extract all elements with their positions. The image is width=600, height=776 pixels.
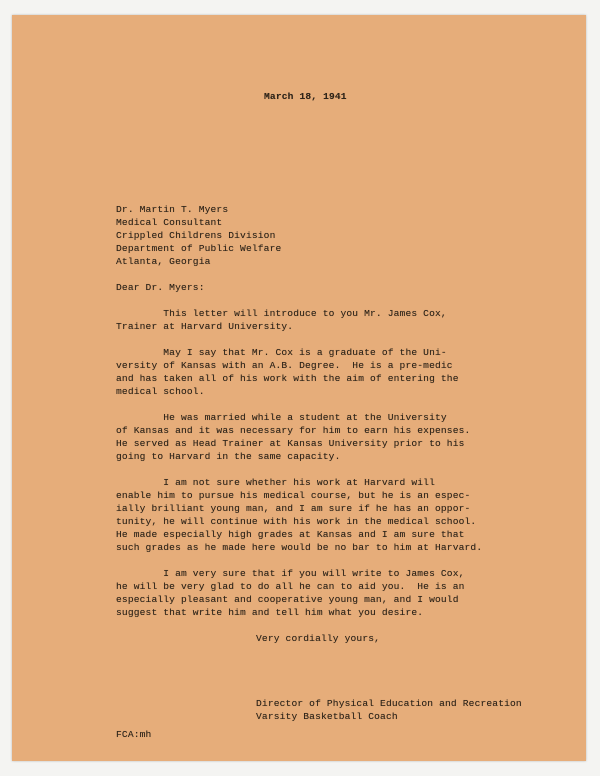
- paragraph-2-line: versity of Kansas with an A.B. Degree. He is a pre-medic: [116, 360, 453, 371]
- typist-initials: FCA:mh: [116, 729, 152, 740]
- paragraph-3-line: He was married while a student at the University: [116, 412, 447, 423]
- paragraph-2-line: medical school.: [116, 386, 205, 397]
- letter-date: March 18, 1941: [264, 91, 347, 102]
- signer-subtitle: Varsity Basketball Coach: [256, 711, 398, 722]
- paragraph-4-line: ially brilliant young man, and I am sure if he has an oppor-: [116, 503, 471, 514]
- recipient-city: Atlanta, Georgia: [116, 256, 211, 267]
- recipient-title: Medical Consultant: [116, 217, 223, 228]
- letter-page: [12, 15, 586, 761]
- paragraph-5-line: suggest that write him and tell him what you desire.: [116, 607, 424, 618]
- paragraph-3-line: going to Harvard in the same capacity.: [116, 451, 341, 462]
- recipient-department: Department of Public Welfare: [116, 243, 282, 254]
- paragraph-1-line: This letter will introduce to you Mr. James Cox,: [116, 308, 447, 319]
- paragraph-4-line: tunity, he will continue with his work in the medical school.: [116, 516, 477, 527]
- paragraph-2-line: May I say that Mr. Cox is a graduate of the Uni-: [116, 347, 447, 358]
- paragraph-5-line: he will be very glad to do all he can to aid you. He is an: [116, 581, 465, 592]
- paragraph-3-line: He served as Head Trainer at Kansas University prior to his: [116, 438, 465, 449]
- paragraph-3-line: of Kansas and it was necessary for him to earn his expenses.: [116, 425, 471, 436]
- recipient-division: Crippled Childrens Division: [116, 230, 276, 241]
- paragraph-2-line: and has taken all of his work with the aim of entering the: [116, 373, 459, 384]
- paragraph-5-line: I am very sure that if you will write to James Cox,: [116, 568, 465, 579]
- salutation: Dear Dr. Myers:: [116, 282, 205, 293]
- closing: Very cordially yours,: [256, 633, 381, 644]
- paragraph-4-line: I am not sure whether his work at Harvard will: [116, 477, 435, 488]
- recipient-name: Dr. Martin T. Myers: [116, 204, 229, 215]
- paragraph-4-line: such grades as he made here would be no bar to him at Harvard.: [116, 542, 483, 553]
- signer-title: Director of Physical Education and Recreation: [256, 698, 522, 709]
- paragraph-4-line: enable him to pursue his medical course, but he is an espec-: [116, 490, 471, 501]
- paragraph-1-line: Trainer at Harvard University.: [116, 321, 294, 332]
- paragraph-5-line: especially pleasant and cooperative young man, and I would: [116, 594, 459, 605]
- paragraph-4-line: He made especially high grades at Kansas and I am sure that: [116, 529, 465, 540]
